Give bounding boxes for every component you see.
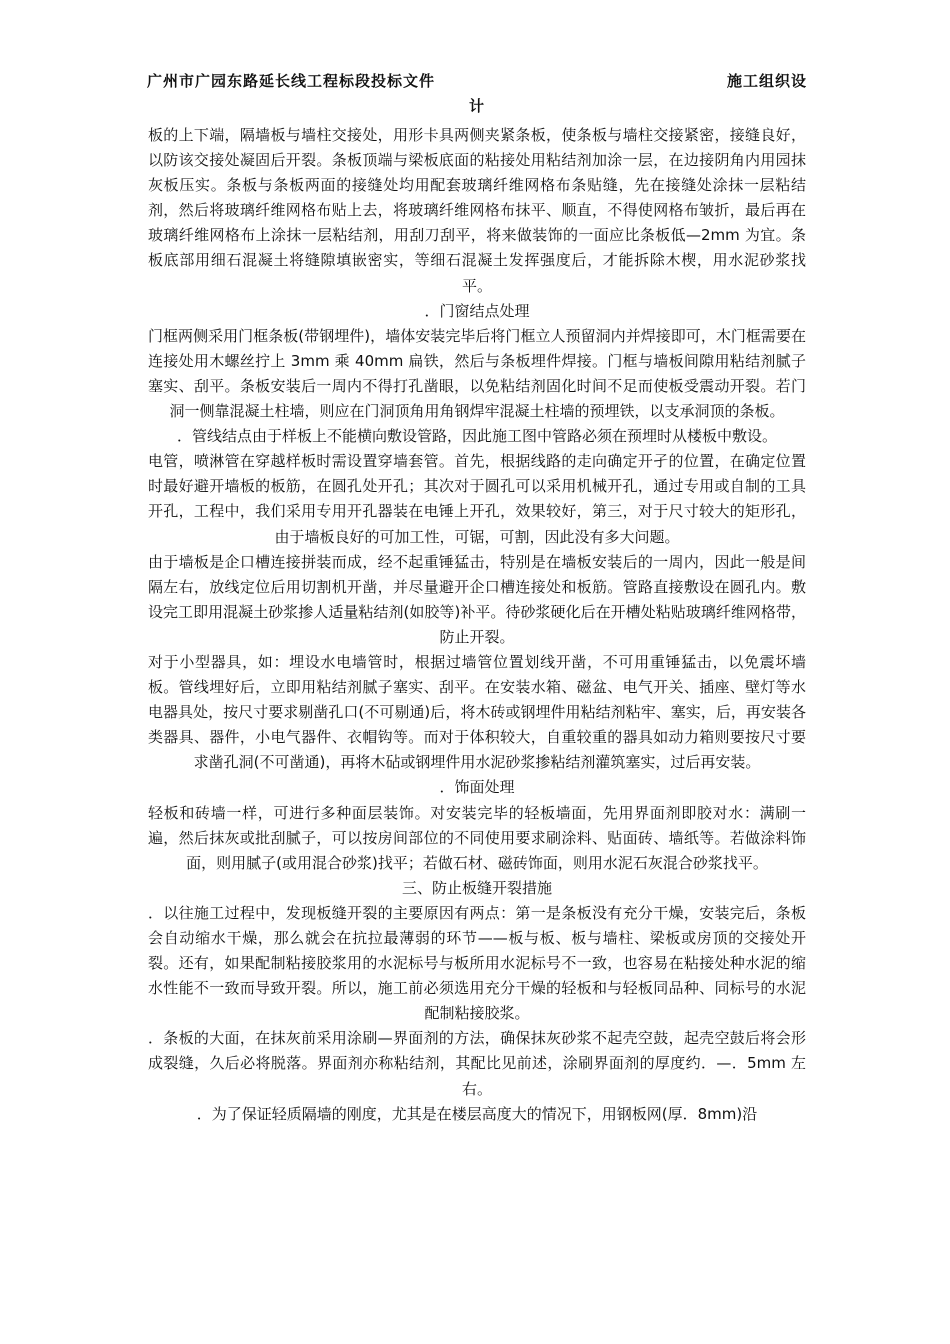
paragraph: ．以往施工过程中，发现板缝开裂的主要原因有两点：第一是条板没有充分干燥，安装完后，条板会自动缩水干燥，那么就会在抗拉最薄弱的环节——板与板、板与墙柱、梁板或房顶的交接处开裂。还有，如果配制粘接胶浆用的水泥标号与板所用水泥标号不一致，也容易在粘接处种水泥的缩水性能不一致而导致开裂。所以，施工前必须选用充分干燥的轻板和与轻板同品种、同标号的水泥配制粘接胶浆。 bbox=[148, 903, 806, 1023]
header-continuation: 计 bbox=[468, 97, 485, 115]
paragraph: 板的上下端，隔墙板与墙柱交接处，用形卡具两侧夹紧条板，使条板与墙柱交接紧密，接缝良好，以防该交接处凝固后开裂。条板顶端与梁板底面的粘接处用粘结剂加涂一层，在边接阴角内用园抹灰板压实。条板与条板两面的接缝处均用配套玻璃纤维网格布条贴缝，先在接缝处涂抹一层粘结剂，然后将玻璃纤维网格布贴上去，将玻璃纤维网格布抹平、顺直，不得使网格布皱折，最后再在玻璃纤维网格布上涂抹一层粘结剂，用刮刀刮平，将来做装饰的一面应比条板低—2mm 为宜。条板底部用细石混凝土将缝隙填嵌密实，等细石混凝土发挥强度后，才能拆除木楔，用水泥砂浆找平。 bbox=[148, 126, 806, 295]
paragraph: 电管，喷淋管在穿越样板时需设置穿墙套管。首先，根据线路的走向确定开孑的位置，在确定位置时最好避开墙板的板筋，在圆孔处开孔；其次对于圆孔可以采用机械开孔，通过专用或自制的工具开孔，工程中，我们采用专用开孔器装在电锤上开孔，效果较好，第三，对于尺寸较大的矩形孔，由于墙板良好的可加工性，可锯，可割，因此没有多大问题。 bbox=[148, 452, 806, 546]
paragraph: 对于小型器具，如：埋设水电墙管时，根据过墙管位置划线开凿，不可用重锤猛击，以免震坏墙板。管线埋好后，立即用粘结剂腻子塞实、刮平。在安装水箱、磁盆、电气开关、插座、壁灯等水电器具处，按尺寸要求剔凿孔口(不可剔通)后，将木砖或钢埋件用粘结剂粘牢、塞实，后，再安装各类器具、器件，小电气器件、衣帽钩等。而对于体积较大，自重较重的器具如动力箱则要按尺寸要求凿孔洞(不可凿通)，再将木砧或钢埋件用水泥砂浆掺粘结剂灌筑塞实，过后再安装。 bbox=[148, 652, 806, 772]
section-heading-crack-prevention: 三、防止板缝开裂措施 bbox=[401, 878, 552, 897]
document-body bbox=[148, 123, 806, 1127]
paragraph: ．管线结点由于样板上不能横向敷设管路，因此施工图中管路必须在预埋时从楼板中敷设。 bbox=[176, 427, 777, 446]
paragraph: 门框两侧采用门框条板(带钢埋件)，墙体安装完毕后将门框立人预留洞内并焊接即可，木门框需要在连接处用木螺丝拧上 3mm 乘 40mm 扁铁，然后与条板埋件焊接。门框与墙板间隙用粘结剂腻子塞实、刮平。条板安装后一周内不得打孔凿眼，以免粘结剂固化时间不足而使板受震动开裂。若门洞一侧靠混凝土柱墙，则应在门洞顶角用角钢焊牢混凝土柱墙的预埋铁，以支承洞顶的条板。 bbox=[148, 326, 806, 421]
section-heading-door-window: ．门窗结点处理 bbox=[424, 301, 530, 320]
header-left-title: 广州市广园东路延长线工程标段投标文件 bbox=[147, 72, 436, 90]
section-heading-finish: ．饰面处理 bbox=[439, 778, 515, 797]
header-right-title: 施工组织设 bbox=[726, 72, 807, 90]
paragraph: ．条板的大面，在抹灰前采用涂刷—界面剂的方法，确保抹灰砂浆不起壳空鼓，起壳空鼓后将会形成裂缝，久后必将脱落。界面剂亦称粘结剂，其配比见前述，涂刷界面剂的厚度约．—．5mm 左右。 bbox=[148, 1029, 806, 1098]
paragraph: ．为了保证轻质隔墙的刚度，尤其是在楼层高度大的情况下，用钢板网(厚．8mm)沿 bbox=[196, 1104, 758, 1123]
page-header bbox=[147, 70, 807, 120]
paragraph: 由于墙板是企口槽连接拼装而成，经不起重锤猛击，特别是在墙板安装后的一周内，因此一般是间隔左右，放线定位后用切割机开凿，并尽量避开企口槽连接处和板筋。管路直接敷设在圆孔内。敷设完工即用混凝土砂浆掺人适量粘结剂(如胶等)补平。待砂浆硬化后在开槽处粘贴玻璃纤维网格带，防止开裂。 bbox=[148, 552, 806, 646]
paragraph: 轻板和砖墙一样，可进行多种面层装饰。对安装完毕的轻板墙面，先用界面剂即胶对水：满刷一遍，然后抹灰或批刮腻子，可以按房间部位的不同使用要求刷涂料、贴面砖、墙纸等。若做涂料饰面，则用腻子(或用混合砂浆)找平；若做石材、磁砖饰面，则用水泥石灰混合砂浆找平。 bbox=[148, 803, 806, 872]
